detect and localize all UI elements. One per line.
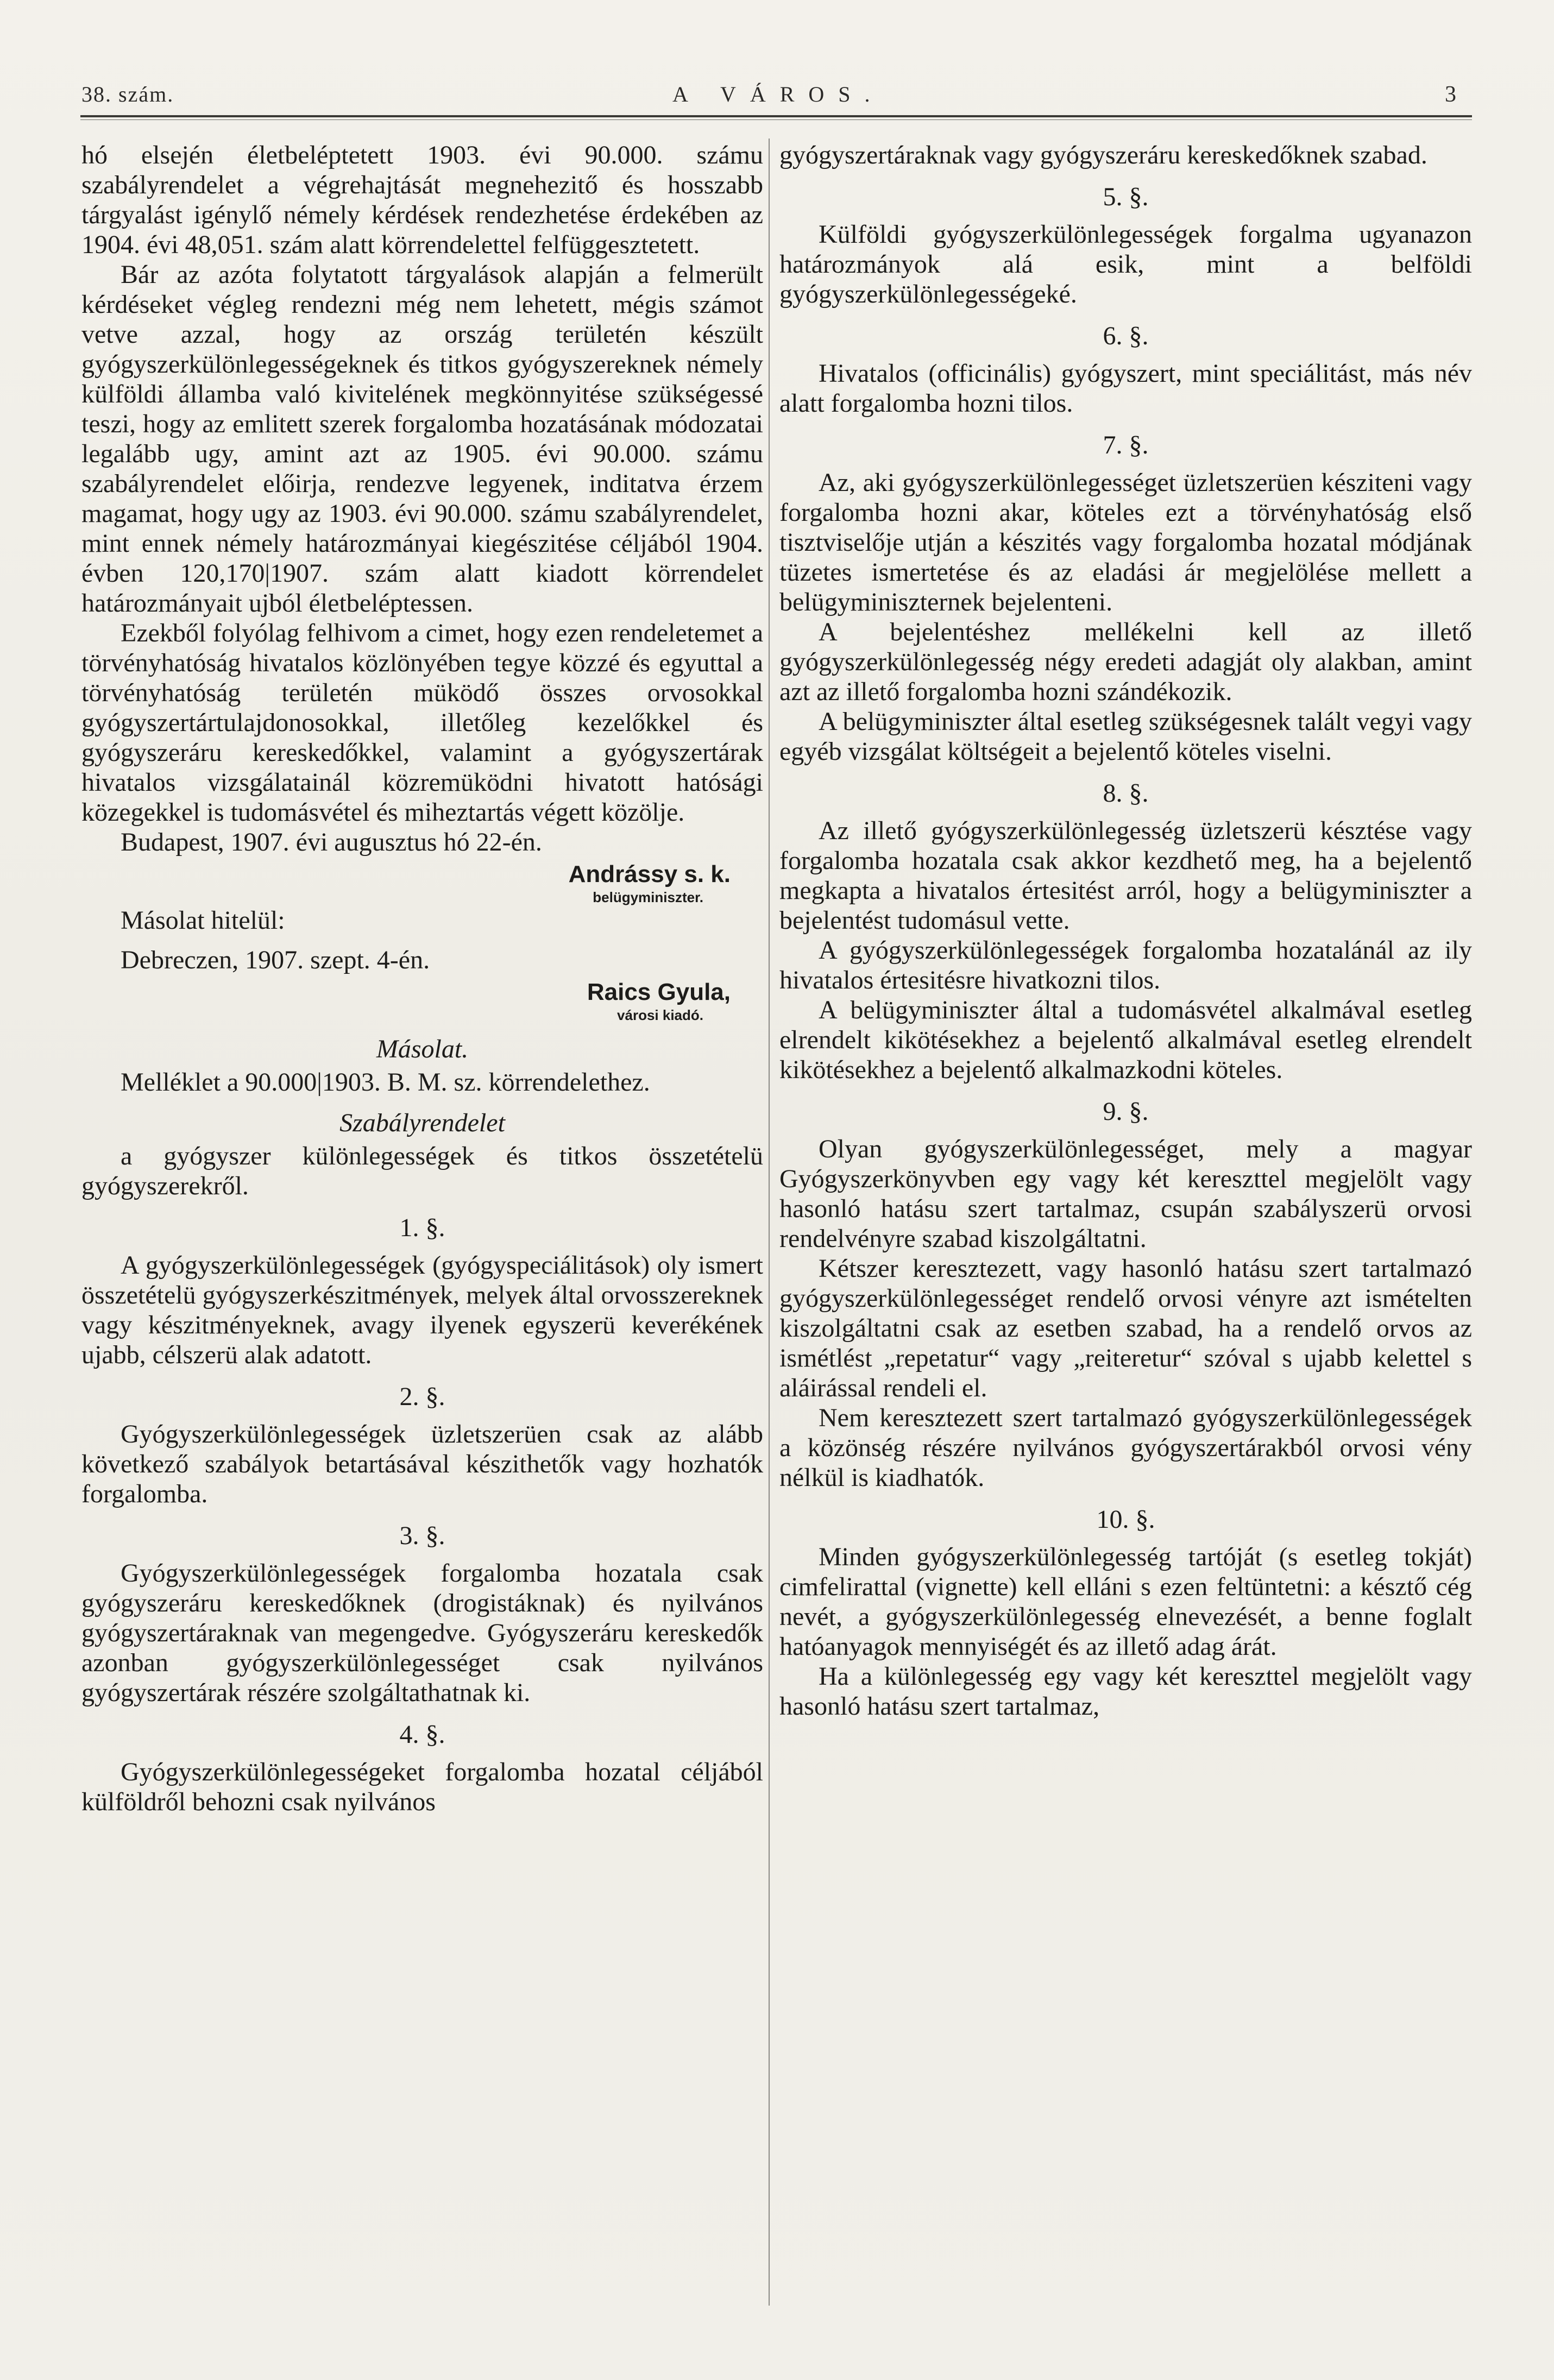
signature-name: Andrássy s. k.: [568, 861, 731, 887]
section-heading: 7. §.: [1103, 431, 1149, 459]
regulation-subtitle: a gyógyszer különlegességek és titkos összetételü gyógyszerekről.: [81, 1142, 763, 1200]
paragraph: gyógyszertáraknak vagy gyógyszeráru kereskedőknek szabad.: [779, 141, 1427, 169]
place-date: Debreczen, 1907. szept. 4-én.: [121, 946, 430, 974]
section-heading: 5. §.: [1103, 182, 1149, 211]
annex-line: Melléklet a 90.000|1903. B. M. sz. körrendelethez.: [121, 1068, 650, 1097]
section-text: A belügyminiszter által a tudomásvétel alkalmával esetleg elrendelt kikötésekhez a bejelentő alkalmával esetleg elrendelt kikötésekhez a bejelentő alkalmazkodni köteles.: [779, 996, 1472, 1084]
section-heading: 10. §.: [1096, 1505, 1155, 1534]
issue-number: 38. szám.: [81, 82, 174, 106]
section-text: A gyógyszerkülönlegességek (gyógyspeciálitások) oly ismert összetételü gyógyszerkészitmények, melyek által orvosszereknek vagy készitményeknek, avagy ilyenek egyszerü keverékének ujabb, célszerü alak adatott.: [81, 1251, 763, 1369]
paragraph: hó elsején életbeléptetett 1903. évi 90.000. számu szabályrendelet a végrehajtását megnehezitő és hosszabb tárgyalást igénylő némely kérdések rendezhetése érdekében az 1904. évi 48,051. szám alatt körrendelettel felfüggesztetett.: [81, 141, 763, 259]
paragraph: Bár az azóta folytatott tárgyalások alapján a felmerült kérdéseket végleg rendezni még nem lehetett, mégis számot vetve azzal, hogy az ország területén készült gyógyszerkülönlegességeknek és titkos gyógyszereknek némely külföldi államba való kivitelének megkönnyitése szükségessé teszi, hogy az emlitett szerek forgalomba hozatásának módozatai legalább ugy, amint azt az 1905. évi 90.000. számu szabályrendelet előirja, rendezve legyenek, inditatva érzem magamat, hogy ugy az 1903. évi 90.000. számu szabályrendelet, mint ennek némely határozmányai kiegészitése céljából 1904. évben 120,170|1907. szám alatt kiadott körrendelet határozmányait ujból életbeléptessen.: [81, 260, 763, 618]
section-text: Minden gyógyszerkülönlegesség tartóját (s esetleg tokját) cimfelirattal (vignette) kell elláni s ezen feltüntetni: a késztő cég nevét, a gyógyszerkülönlegesség elnevezését, a benne foglalt hatóanyagok mennyiségét és az illető adag árát.: [779, 1542, 1472, 1661]
copy-heading: Másolat.: [376, 1035, 469, 1063]
signature-title: belügyminiszter.: [593, 889, 703, 905]
regulation-title: Szabályrendelet: [339, 1109, 505, 1137]
right-column: [779, 140, 1472, 1721]
section-heading: 6. §.: [1103, 322, 1149, 350]
signature-name: Raics Gyula,: [587, 979, 731, 1005]
section-heading: 3. §.: [399, 1521, 445, 1550]
header-rule: [80, 115, 1472, 117]
section-heading: 8. §.: [1103, 779, 1149, 808]
section-text: Gyógyszerkülönlegességek üzletszerüen csak az alább következő szabályok betartásával készithetők vagy hozhatók forgalomba.: [81, 1420, 763, 1508]
section-heading: 4. §.: [399, 1720, 445, 1749]
place-date: Budapest, 1907. évi augusztus hó 22-én.: [121, 828, 542, 857]
section-text: Az, aki gyógyszerkülönlegességet üzletszerüen késziteni vagy forgalomba hozni akar, köteles ezt a törvényhatóság első tisztviselője utján a készités vagy forgalomba hozatal módjának tüzetes ismertetése és az eladási ár megjelölése mellett a belügyminiszternek bejelenteni.: [779, 468, 1472, 616]
section-text: Gyógyszerkülönlegességek forgalomba hozatala csak gyógyszeráru kereskedőknek (drogistáknak) és nyilvános gyógyszertáraknak van megengedve. Gyógyszeráru kereskedők azonban gyógyszerkülönlegességet csak nyilvános gyógyszertárak részére szolgáltathatnak ki.: [81, 1559, 763, 1707]
page-number: 3: [1445, 82, 1457, 107]
section-text: A belügyminiszter által esetleg szükségesnek talált vegyi vagy egyéb vizsgálat költségeit a bejelentő köteles viselni.: [779, 707, 1472, 766]
section-heading: 9. §.: [1103, 1097, 1149, 1126]
paragraph: Ezekből folyólag felhivom a cimet, hogy ezen rendeletemet a törvényhatóság hivatalos közlönyében tegye közzé és egyuttal a törvényhatóság területén müködő összes orvosokkal gyógyszertártulajdonosokkal, illetőleg kezelőkkel és gyógyszeráru kereskedőkkel, valamint a gyógyszertárak hivatalos vizsgálatainál közremüködni hivatott hatósági közegekkel is tudomásvétel és miheztartás végett közölje.: [81, 619, 763, 827]
left-column: [81, 140, 763, 1817]
column-divider: [769, 138, 770, 2306]
copy-note: Másolat hitelül:: [121, 906, 285, 935]
section-text: Ha a különlegesség egy vagy két kereszttel megjelölt vagy hasonló hatásu szert tartalmaz,: [779, 1662, 1472, 1721]
section-text: Nem keresztezett szert tartalmazó gyógyszerkülönlegességek a közönség részére nyilvános gyógyszertárakból orvosi vény nélkül is kiadhatók.: [779, 1403, 1472, 1492]
section-text: Olyan gyógyszerkülönlegességet, mely a magyar Gyógyszerkönyvben egy vagy két kereszttel megjelölt vagy hasonló hatásu szert tartalmaz, csupán szabályszerü orvosi rendelvényre szabad kiszolgáltatni.: [779, 1135, 1472, 1253]
masthead: A VÁROS.: [672, 82, 884, 106]
header-rule-thin: [80, 119, 1472, 120]
section-text: Kétszer keresztezett, vagy hasonló hatásu szert tartalmazó gyógyszerkülönlegességet rendelő orvosi vényre azt ismételten kiszolgáltatni csak az esetben szabad, ha a rendelő orvos az ismétlést „repetatur“ vagy „reiteretur“ szóval s ujabb kelettel s aláirással rendeli el.: [779, 1254, 1472, 1402]
section-text: A bejelentéshez mellékelni kell az illető gyógyszerkülönlegesség négy eredeti adagját oly alakban, amint azt az illető forgalomba hozni szándékozik.: [779, 618, 1472, 706]
section-text: Külföldi gyógyszerkülönlegességek forgalma ugyanazon határozmányok alá esik, mint a belföldi gyógyszerkülönlegességeké.: [779, 220, 1472, 308]
section-heading: 1. §.: [399, 1213, 445, 1242]
section-heading: 2. §.: [399, 1382, 445, 1411]
section-text: Az illető gyógyszerkülönlegesség üzletszerü késztése vagy forgalomba hozatala csak akkor kezdhető meg, ha a bejelentő megkapta a hivatalos értesitést arról, hogy a belügyminiszter a bejelentést tudomásul vette.: [779, 816, 1472, 935]
section-text: Hivatalos (officinális) gyógyszert, mint speciálitást, más név alatt forgalomba hozni tilos.: [779, 359, 1472, 418]
section-text: Gyógyszerkülönlegességeket forgalomba hozatal céljából külföldről behozni csak nyilvános: [81, 1758, 763, 1816]
section-text: A gyógyszerkülönlegességek forgalomba hozatalánál az ily hivatalos értesitésre hivatkozni tilos.: [779, 936, 1472, 994]
signature-title: városi kiadó.: [617, 1007, 703, 1023]
